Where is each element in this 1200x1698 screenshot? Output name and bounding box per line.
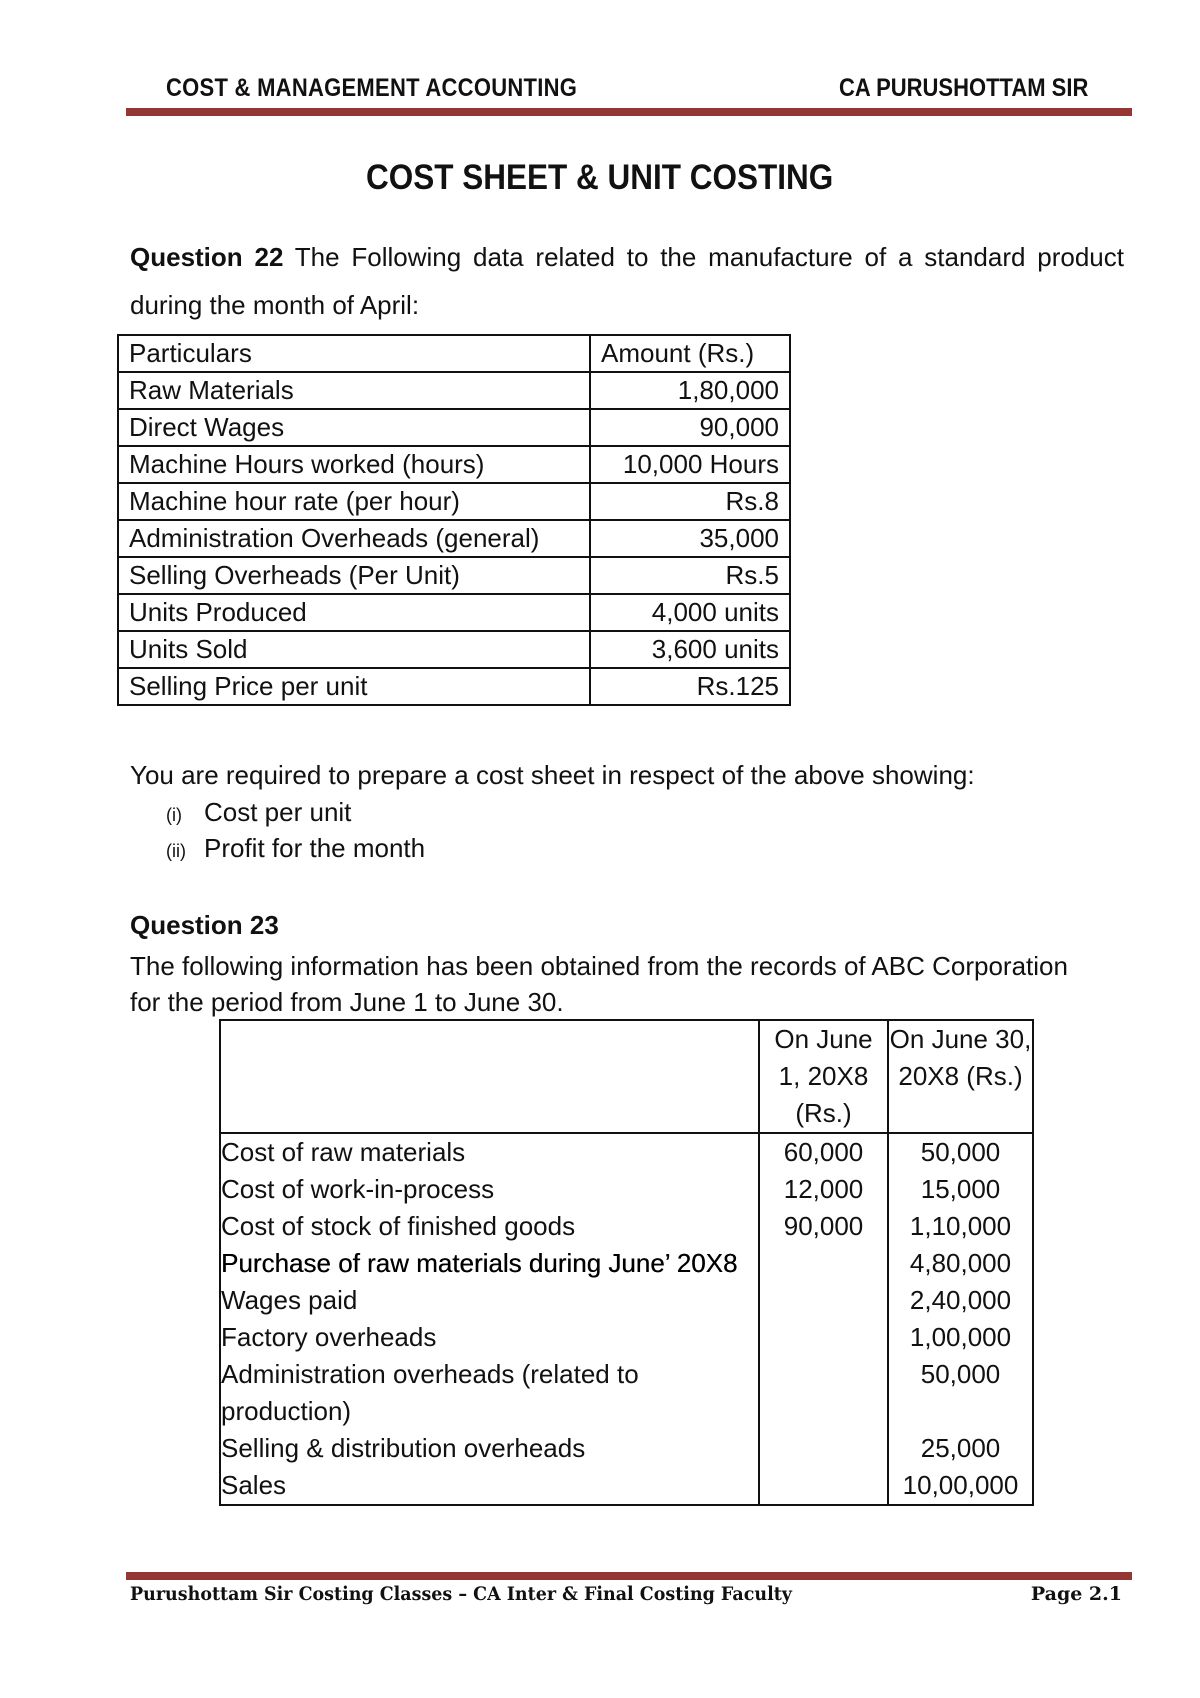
page-title: COST SHEET & UNIT COSTING — [366, 158, 834, 197]
table-cell: Selling Overheads (Per Unit) — [118, 557, 590, 594]
table-row — [220, 1430, 1033, 1467]
table-row — [220, 1171, 1033, 1208]
table-cell: Selling Price per unit — [118, 668, 590, 705]
table-cell: Units Sold — [118, 631, 590, 668]
table-row — [118, 594, 790, 631]
table-cell: Selling & distribution overheads — [220, 1430, 759, 1467]
table-cell: 15,000 — [920, 1174, 1001, 1204]
question-22-label: Question 22 — [130, 242, 284, 272]
table-cell: Machine Hours worked (hours) — [118, 446, 590, 483]
footer-institute: Purushottam Sir Costing Classes – CA Inter & Final Costing Faculty — [130, 1583, 792, 1605]
table-cell: 60,000 — [759, 1133, 888, 1171]
table-cell: 50,000 — [920, 1359, 1001, 1389]
table-row — [118, 446, 790, 483]
requirement-text: Cost per unit — [204, 797, 352, 827]
table-row — [220, 1282, 1033, 1319]
table-row — [118, 520, 790, 557]
table-row — [220, 1208, 1033, 1245]
header-rule — [126, 108, 1132, 116]
footer-rule — [126, 1572, 1132, 1580]
table-cell: 90,000 — [590, 409, 790, 446]
table-cell — [759, 1245, 888, 1282]
table-cell: 1,00,000 — [909, 1322, 1012, 1352]
requirement-number: (i) — [166, 805, 182, 825]
table-cell: 4,000 units — [590, 594, 790, 631]
requirement-text: Profit for the month — [204, 833, 426, 863]
question-23-body: The following information has been obtained from the records of ABC Corporation for the period from June 1 to June 30. — [130, 951, 1068, 1017]
table-cell: 2,40,000 — [909, 1285, 1012, 1315]
table-cell: 35,000 — [590, 520, 790, 557]
question-23-table — [219, 1019, 1034, 1506]
question-22-requirement: You are required to prepare a cost sheet in respect of the above showing: — [130, 760, 975, 790]
table-cell — [759, 1467, 888, 1505]
table-cell: 3,600 units — [590, 631, 790, 668]
table-cell: Rs.8 — [590, 483, 790, 520]
table-row — [220, 1133, 1033, 1171]
table-cell: Direct Wages — [118, 409, 590, 446]
table-cell — [759, 1356, 888, 1430]
table-cell: 12,000 — [759, 1171, 888, 1208]
table-cell: Cost of stock of finished goods — [220, 1208, 759, 1245]
table-row — [118, 483, 790, 520]
table-row — [118, 557, 790, 594]
table-cell — [759, 1430, 888, 1467]
table-cell — [759, 1319, 888, 1356]
table-header-cell: Particulars — [118, 335, 590, 372]
table-cell: Rs.5 — [590, 557, 790, 594]
page-number: Page 2.1 — [1030, 1583, 1122, 1605]
table-cell: 25,000 — [920, 1433, 1001, 1463]
header-author: CA PURUSHOTTAM SIR — [838, 74, 1088, 102]
table-header-row — [118, 335, 790, 372]
table-cell: Cost of raw materials — [220, 1133, 759, 1171]
question-22-body: The Following data related to the manufacture of a standard product during the month of April: — [130, 242, 1124, 320]
table-row — [118, 409, 790, 446]
table-cell: 1,80,000 — [590, 372, 790, 409]
table-row — [118, 668, 790, 705]
table-cell: Sales — [220, 1467, 759, 1505]
table-row — [118, 372, 790, 409]
table-cell: Cost of work-in-process — [220, 1171, 759, 1208]
requirement-number: (ii) — [166, 841, 186, 861]
table-row — [220, 1319, 1033, 1356]
table-cell: Units Produced — [118, 594, 590, 631]
table-header-cell: On June 1, 20X8 (Rs.) — [759, 1020, 888, 1133]
table-cell: Wages paid — [220, 1282, 759, 1319]
table-cell: Administration Overheads (general) — [118, 520, 590, 557]
table-cell: 90,000 — [759, 1208, 888, 1245]
table-header-cell: Amount (Rs.) — [590, 335, 790, 372]
table-header-row — [220, 1020, 1033, 1133]
question-22-text — [130, 233, 1124, 329]
table-row — [220, 1245, 1033, 1282]
table-cell: Rs.125 — [590, 668, 790, 705]
table-cell: 50,000 — [920, 1137, 1001, 1167]
requirement-item — [166, 797, 351, 828]
table-cell: Factory overheads — [220, 1319, 759, 1356]
question-22-table — [117, 334, 791, 706]
table-row — [220, 1467, 1033, 1505]
table-header-cell — [220, 1020, 759, 1133]
table-row — [220, 1356, 1033, 1430]
table-cell: Administration overheads (related to production) — [220, 1356, 759, 1430]
table-cell: Purchase of raw materials during June’ 20X8 — [220, 1245, 759, 1282]
table-cell: 4,80,000 — [909, 1248, 1012, 1278]
requirement-item — [166, 833, 425, 864]
table-header-cell: On June 30, 20X8 (Rs.) — [888, 1020, 1033, 1133]
table-cell: Raw Materials — [118, 372, 590, 409]
table-cell: 10,00,000 — [902, 1470, 1019, 1500]
table-cell: Machine hour rate (per hour) — [118, 483, 590, 520]
header-subject: COST & MANAGEMENT ACCOUNTING — [166, 74, 578, 102]
table-row — [118, 631, 790, 668]
table-cell — [759, 1282, 888, 1319]
table-cell: 1,10,000 — [909, 1211, 1012, 1241]
question-23-label: Question 23 — [130, 910, 279, 940]
table-cell: 10,000 Hours — [590, 446, 790, 483]
